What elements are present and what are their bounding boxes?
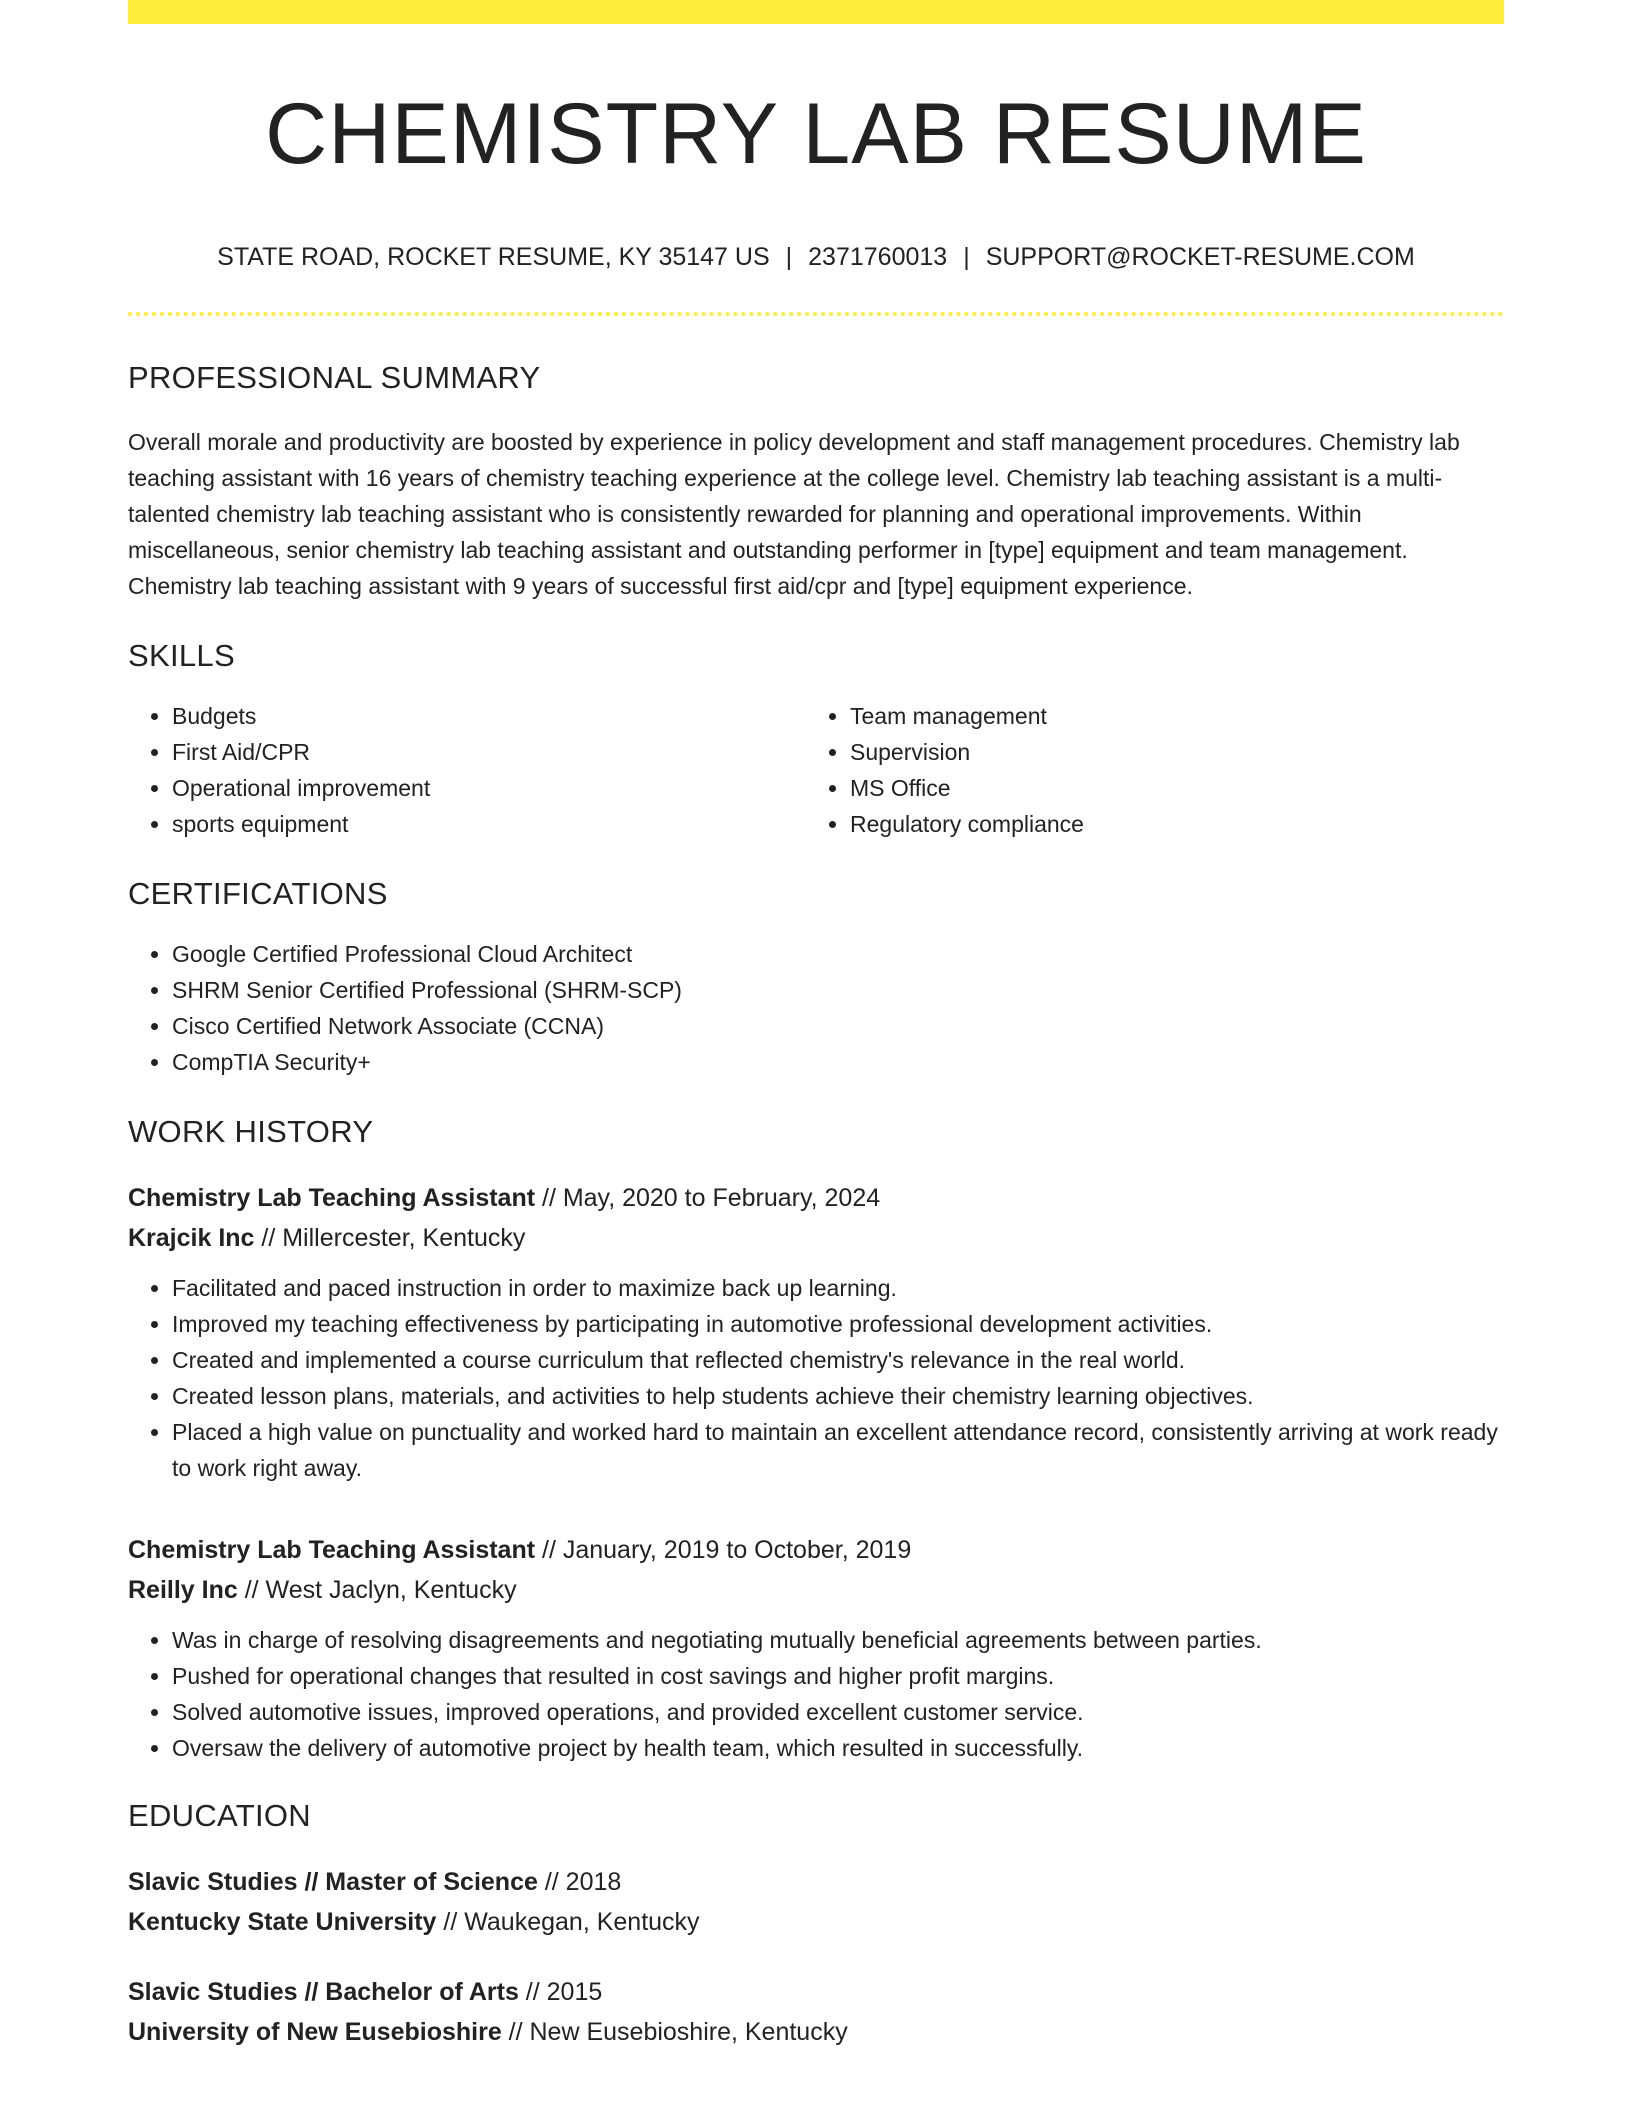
contact-address: STATE ROAD, ROCKET RESUME, KY 35147 US bbox=[217, 243, 770, 271]
education-entry bbox=[128, 1972, 1504, 2052]
contact-separator: | bbox=[963, 243, 970, 271]
education-heading: EDUCATION bbox=[128, 1798, 311, 1833]
job-bullets bbox=[128, 1622, 1504, 1766]
job-title: Chemistry Lab Teaching Assistant bbox=[128, 1184, 536, 1212]
certifications-list bbox=[128, 936, 1504, 1080]
skill-item: • Supervision bbox=[850, 734, 1484, 770]
skill-item: • Budgets bbox=[172, 698, 806, 734]
education-degree-line bbox=[128, 1972, 1504, 2012]
summary-heading: PROFESSIONAL SUMMARY bbox=[128, 360, 541, 395]
contact-separator: | bbox=[785, 243, 793, 271]
job-entry bbox=[128, 1178, 1504, 1486]
skill-item: • Operational improvement bbox=[172, 770, 806, 806]
education-degree-line bbox=[128, 1862, 1504, 1902]
education-year: // 2015 bbox=[518, 1978, 603, 2006]
contact-line bbox=[128, 242, 1504, 272]
skill-item: • Regulatory compliance bbox=[850, 806, 1484, 842]
job-bullet: • Facilitated and paced instruction in order to maximize back up learning. bbox=[172, 1270, 1504, 1306]
contact-email: SUPPORT@ROCKET-RESUME.COM bbox=[985, 243, 1415, 271]
certification-item: • Google Certified Professional Cloud Architect bbox=[172, 936, 1504, 972]
skills-list-right bbox=[806, 698, 1484, 842]
certification-item: • SHRM Senior Certified Professional (SHRM-SCP) bbox=[172, 972, 1504, 1008]
skill-item: • Team management bbox=[850, 698, 1484, 734]
job-bullet: • Placed a high value on punctuality and worked hard to maintain an excellent attendance record, consistently arriving at work ready to work right away. bbox=[172, 1414, 1504, 1486]
job-bullet: • Created lesson plans, materials, and activities to help students achieve their chemistry learning objectives. bbox=[172, 1378, 1504, 1414]
job-bullet: • Pushed for operational changes that resulted in cost savings and higher profit margins. bbox=[172, 1658, 1504, 1694]
job-bullet: • Was in charge of resolving disagreements and negotiating mutually beneficial agreements between parties. bbox=[172, 1622, 1504, 1658]
job-bullet: • Solved automotive issues, improved operations, and provided excellent customer service. bbox=[172, 1694, 1504, 1730]
skill-item: • sports equipment bbox=[172, 806, 806, 842]
education-school: Kentucky State University bbox=[128, 1908, 437, 1936]
certifications-heading: CERTIFICATIONS bbox=[128, 876, 388, 911]
education-location: // New Eusebioshire, Kentucky bbox=[501, 2018, 848, 2046]
job-company-line bbox=[128, 1570, 1504, 1610]
skill-item: • MS Office bbox=[850, 770, 1484, 806]
skills-heading: SKILLS bbox=[128, 638, 235, 673]
education-year: // 2018 bbox=[537, 1868, 622, 1896]
summary-text: Overall morale and productivity are boosted by experience in policy development and staff management procedures. Chemistry lab teaching assistant with 16 years of chemistry teaching experience at the college level. Chemistry lab teaching assistant is a multi-talented chemistry lab teaching assistant who is consistently rewarded for planning and operational improvements. Within miscellaneous, senior chemistry lab teaching assistant and outstanding performer in [type] equipment and team management. Chemistry lab teaching assistant with 9 years of successful first aid/cpr and [type] equipment experience. bbox=[128, 429, 1460, 599]
skills-list-left bbox=[128, 698, 806, 842]
job-title-line bbox=[128, 1178, 1504, 1218]
resume-content bbox=[128, 24, 1504, 2052]
job-title: Chemistry Lab Teaching Assistant bbox=[128, 1536, 536, 1564]
education-school-line bbox=[128, 1902, 1504, 1942]
education-school-line bbox=[128, 2012, 1504, 2052]
education-entry bbox=[128, 1862, 1504, 1942]
job-location: // Millercester, Kentucky bbox=[254, 1224, 526, 1252]
job-bullet: • Improved my teaching effectiveness by participating in automotive professional development activities. bbox=[172, 1306, 1504, 1342]
work-history-heading: WORK HISTORY bbox=[128, 1114, 374, 1149]
job-company-line bbox=[128, 1218, 1504, 1258]
job-bullet: • Oversaw the delivery of automotive project by health team, which resulted in successfully. bbox=[172, 1730, 1504, 1766]
job-company: Krajcik Inc bbox=[128, 1224, 255, 1252]
contact-phone: 2371760013 bbox=[808, 243, 948, 271]
education-degree: Slavic Studies // Bachelor of Arts bbox=[128, 1978, 519, 2006]
resume-title: CHEMISTRY LAB RESUME bbox=[265, 86, 1367, 182]
dotted-divider bbox=[128, 312, 1504, 316]
accent-top-bar bbox=[128, 0, 1504, 24]
job-bullet: • Created and implemented a course curriculum that reflected chemistry's relevance in the real world. bbox=[172, 1342, 1504, 1378]
job-company: Reilly Inc bbox=[128, 1576, 238, 1604]
skill-item: • First Aid/CPR bbox=[172, 734, 806, 770]
job-bullets bbox=[128, 1270, 1504, 1486]
job-title-line bbox=[128, 1530, 1504, 1570]
skills-grid bbox=[128, 674, 1504, 842]
job-location: // West Jaclyn, Kentucky bbox=[237, 1576, 517, 1604]
job-dates: // January, 2019 to October, 2019 bbox=[535, 1536, 912, 1564]
education-location: // Waukegan, Kentucky bbox=[436, 1908, 700, 1936]
education-school: University of New Eusebioshire bbox=[128, 2018, 502, 2046]
certification-item: • CompTIA Security+ bbox=[172, 1044, 1504, 1080]
job-entry bbox=[128, 1530, 1504, 1766]
certification-item: • Cisco Certified Network Associate (CCNA) bbox=[172, 1008, 1504, 1044]
job-dates: // May, 2020 to February, 2024 bbox=[535, 1184, 881, 1212]
education-degree: Slavic Studies // Master of Science bbox=[128, 1868, 538, 1896]
